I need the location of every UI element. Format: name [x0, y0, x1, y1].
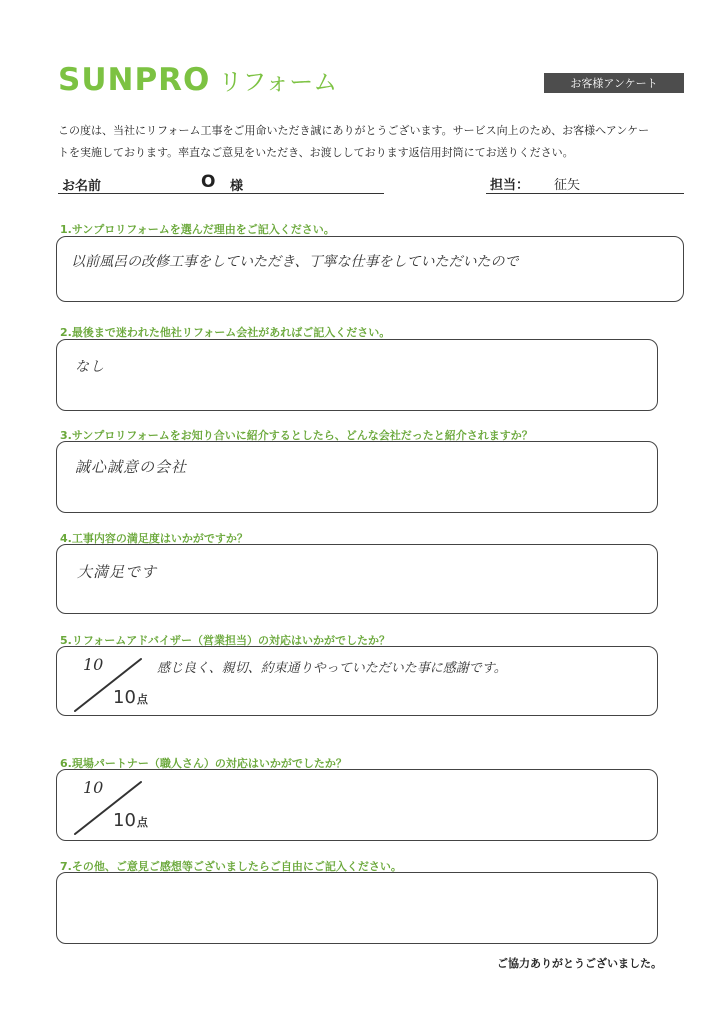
question-6-label: 6.現場パートナー（職人さん）の対応はいかがでしたか？ [60, 757, 347, 770]
survey-label: お客様アンケート [544, 73, 684, 93]
question-4-answer-box [56, 544, 658, 614]
intro-line-1: この度は、当社にリフォーム工事をご用命いただき誠にありがとうございます。サービス向上のため、お客様へアンケー [58, 124, 650, 137]
question-3-answer-box [56, 441, 658, 513]
name-value: O [201, 172, 216, 192]
intro-line-2: トを実施しております。率直なご意見をいただき、お渡ししております返信用封筒にてお送りください。 [58, 146, 574, 159]
customer-name-field [58, 172, 384, 194]
question-2-answer: なし [75, 359, 105, 375]
staff-value: 征矢 [554, 178, 581, 193]
question-1-answer-box [56, 236, 684, 302]
question-3-answer: 誠心誠意の会社 [75, 458, 188, 476]
question-5-label: 5.リフォームアドバイザー（営業担当）の対応はいかがでしたか？ [60, 634, 391, 647]
question-6-score-value: 10 [83, 778, 104, 797]
question-4-answer: 大満足です [77, 563, 158, 581]
question-1-answer: 以前風呂の改修工事をしていただき、丁寧な仕事をしていただいたので [71, 254, 519, 270]
question-6-answer-box [56, 769, 658, 841]
name-suffix: 様 [230, 179, 244, 194]
staff-label: 担当： [490, 178, 530, 193]
question-2-label: 2.最後まで迷われた他社リフォーム会社があればご記入ください。 [60, 326, 391, 339]
sunpro-logo [58, 62, 337, 98]
question-5-answer-box [56, 646, 658, 716]
question-6-score [67, 774, 177, 838]
question-5-score-max: 10点 [113, 687, 148, 708]
question-1-label: 1.サンプロリフォームを選んだ理由をご記入ください。 [60, 223, 335, 236]
question-4-label: 4.工事内容の満足度はいかがですか？ [60, 532, 248, 545]
question-3-label: 3.サンプロリフォームをお知り合いに紹介するとしたら、どんな会社だったと紹介されますか？ [60, 429, 533, 442]
logo-brand: SUNPRO [58, 62, 211, 98]
question-7-answer-box [56, 872, 658, 944]
question-6-score-max: 10点 [113, 810, 148, 831]
intro-text [58, 120, 688, 164]
staff-field [486, 172, 684, 194]
question-2-answer-box [56, 339, 658, 411]
question-5-answer: 感じ良く、親切、約束通りやっていただいた事に感謝です。 [157, 661, 507, 676]
logo-service: リフォーム [218, 68, 338, 96]
question-7-label: 7.その他、ご意見ご感想等ございましたらご自由にご記入ください。 [60, 860, 402, 873]
question-5-score-value: 10 [83, 655, 104, 674]
name-label: お名前 [62, 179, 102, 194]
closing-message: ご協力ありがとうございました。 [497, 957, 662, 970]
